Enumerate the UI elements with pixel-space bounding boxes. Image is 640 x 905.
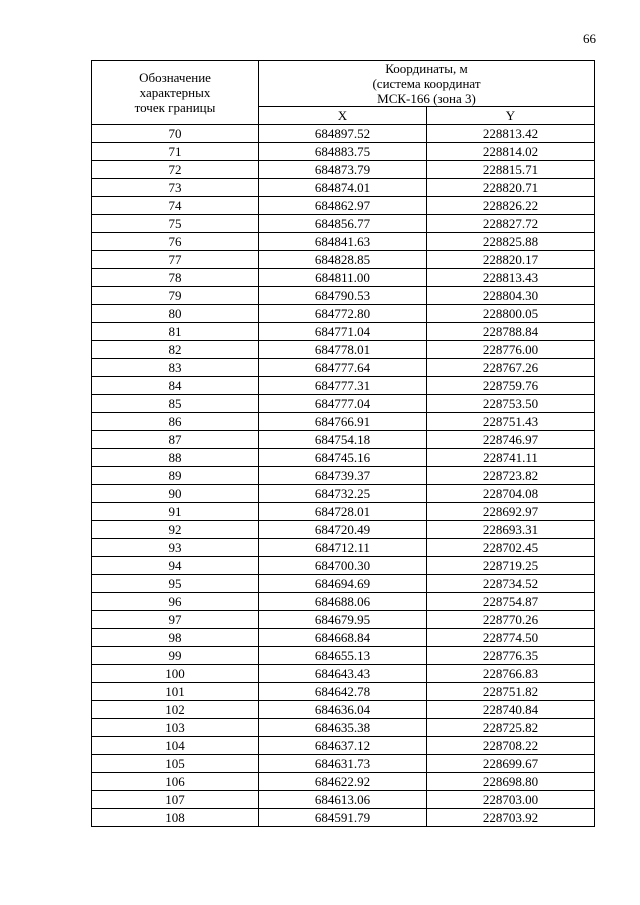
point-number-cell: 91 xyxy=(92,503,259,521)
x-coordinate-cell: 684637.12 xyxy=(259,737,427,755)
point-number-cell: 105 xyxy=(92,755,259,773)
point-number-cell: 74 xyxy=(92,197,259,215)
x-coordinate-cell: 684772.80 xyxy=(259,305,427,323)
point-number-cell: 100 xyxy=(92,665,259,683)
table-row xyxy=(92,575,595,593)
y-coordinate-cell: 228766.83 xyxy=(427,665,595,683)
x-axis-header: X xyxy=(259,107,427,125)
y-coordinate-cell: 228804.30 xyxy=(427,287,595,305)
table-row xyxy=(92,485,595,503)
x-coordinate-cell: 684778.01 xyxy=(259,341,427,359)
table-row xyxy=(92,593,595,611)
y-coordinate-cell: 228776.35 xyxy=(427,647,595,665)
x-coordinate-cell: 684777.04 xyxy=(259,395,427,413)
table-row xyxy=(92,665,595,683)
y-coordinate-cell: 228770.26 xyxy=(427,611,595,629)
point-number-cell: 76 xyxy=(92,233,259,251)
x-coordinate-cell: 684862.97 xyxy=(259,197,427,215)
x-coordinate-cell: 684679.95 xyxy=(259,611,427,629)
table-row xyxy=(92,791,595,809)
y-coordinate-cell: 228740.84 xyxy=(427,701,595,719)
x-coordinate-cell: 684766.91 xyxy=(259,413,427,431)
table-row xyxy=(92,377,595,395)
x-coordinate-cell: 684790.53 xyxy=(259,287,427,305)
x-coordinate-cell: 684631.73 xyxy=(259,755,427,773)
y-coordinate-cell: 228719.25 xyxy=(427,557,595,575)
y-coordinate-cell: 228820.17 xyxy=(427,251,595,269)
point-number-cell: 78 xyxy=(92,269,259,287)
point-number-cell: 101 xyxy=(92,683,259,701)
point-number-cell: 108 xyxy=(92,809,259,827)
y-coordinate-cell: 228800.05 xyxy=(427,305,595,323)
coordinates-table xyxy=(91,60,595,827)
table-row xyxy=(92,449,595,467)
point-number-cell: 70 xyxy=(92,125,259,143)
point-number-cell: 87 xyxy=(92,431,259,449)
point-number-cell: 99 xyxy=(92,647,259,665)
y-coordinate-cell: 228751.43 xyxy=(427,413,595,431)
point-number-cell: 93 xyxy=(92,539,259,557)
point-number-cell: 97 xyxy=(92,611,259,629)
y-coordinate-cell: 228776.00 xyxy=(427,341,595,359)
x-coordinate-cell: 684642.78 xyxy=(259,683,427,701)
table-row xyxy=(92,773,595,791)
x-coordinate-cell: 684668.84 xyxy=(259,629,427,647)
y-coordinate-cell: 228699.67 xyxy=(427,755,595,773)
point-number-cell: 84 xyxy=(92,377,259,395)
table-row xyxy=(92,305,595,323)
table-row xyxy=(92,161,595,179)
point-number-cell: 107 xyxy=(92,791,259,809)
x-coordinate-cell: 684874.01 xyxy=(259,179,427,197)
table-row xyxy=(92,539,595,557)
point-number-cell: 98 xyxy=(92,629,259,647)
table-row xyxy=(92,503,595,521)
header-line: точек границы xyxy=(134,100,216,115)
x-coordinate-cell: 684883.75 xyxy=(259,143,427,161)
table-row xyxy=(92,629,595,647)
x-coordinate-cell: 684841.63 xyxy=(259,233,427,251)
point-number-cell: 88 xyxy=(92,449,259,467)
table-row xyxy=(92,413,595,431)
x-coordinate-cell: 684754.18 xyxy=(259,431,427,449)
coordinates-header xyxy=(259,61,595,107)
header-line: Координаты, м xyxy=(385,61,468,76)
point-number-cell: 80 xyxy=(92,305,259,323)
point-number-cell: 102 xyxy=(92,701,259,719)
x-coordinate-cell: 684732.25 xyxy=(259,485,427,503)
table-row xyxy=(92,215,595,233)
table-row xyxy=(92,701,595,719)
y-coordinate-cell: 228751.82 xyxy=(427,683,595,701)
table-row xyxy=(92,269,595,287)
y-coordinate-cell: 228693.31 xyxy=(427,521,595,539)
x-coordinate-cell: 684688.06 xyxy=(259,593,427,611)
x-coordinate-cell: 684655.13 xyxy=(259,647,427,665)
x-coordinate-cell: 684591.79 xyxy=(259,809,427,827)
point-number-cell: 104 xyxy=(92,737,259,755)
y-coordinate-cell: 228827.72 xyxy=(427,215,595,233)
y-coordinate-cell: 228692.97 xyxy=(427,503,595,521)
x-coordinate-cell: 684856.77 xyxy=(259,215,427,233)
table-row xyxy=(92,683,595,701)
y-coordinate-cell: 228813.42 xyxy=(427,125,595,143)
y-coordinate-cell: 228708.22 xyxy=(427,737,595,755)
point-number-cell: 77 xyxy=(92,251,259,269)
x-coordinate-cell: 684636.04 xyxy=(259,701,427,719)
y-coordinate-cell: 228814.02 xyxy=(427,143,595,161)
y-coordinate-cell: 228820.71 xyxy=(427,179,595,197)
y-coordinate-cell: 228734.52 xyxy=(427,575,595,593)
point-number-cell: 89 xyxy=(92,467,259,485)
table-row xyxy=(92,611,595,629)
point-number-cell: 71 xyxy=(92,143,259,161)
table-row xyxy=(92,323,595,341)
y-coordinate-cell: 228703.00 xyxy=(427,791,595,809)
y-coordinate-cell: 228723.82 xyxy=(427,467,595,485)
y-coordinate-cell: 228754.87 xyxy=(427,593,595,611)
y-coordinate-cell: 228704.08 xyxy=(427,485,595,503)
header-line: Обозначение xyxy=(139,70,211,85)
point-number-cell: 83 xyxy=(92,359,259,377)
table-row xyxy=(92,125,595,143)
x-coordinate-cell: 684873.79 xyxy=(259,161,427,179)
x-coordinate-cell: 684712.11 xyxy=(259,539,427,557)
x-coordinate-cell: 684720.49 xyxy=(259,521,427,539)
x-coordinate-cell: 684622.92 xyxy=(259,773,427,791)
y-coordinate-cell: 228774.50 xyxy=(427,629,595,647)
x-coordinate-cell: 684745.16 xyxy=(259,449,427,467)
x-coordinate-cell: 684771.04 xyxy=(259,323,427,341)
table-row xyxy=(92,197,595,215)
table-row xyxy=(92,359,595,377)
point-number-cell: 72 xyxy=(92,161,259,179)
x-coordinate-cell: 684643.43 xyxy=(259,665,427,683)
point-number-cell: 94 xyxy=(92,557,259,575)
x-coordinate-cell: 684828.85 xyxy=(259,251,427,269)
x-coordinate-cell: 684694.69 xyxy=(259,575,427,593)
y-coordinate-cell: 228759.76 xyxy=(427,377,595,395)
page-number: 66 xyxy=(583,31,596,46)
table-row xyxy=(92,179,595,197)
point-number-cell: 73 xyxy=(92,179,259,197)
x-coordinate-cell: 684777.31 xyxy=(259,377,427,395)
x-coordinate-cell: 684897.52 xyxy=(259,125,427,143)
table-row xyxy=(92,431,595,449)
y-coordinate-cell: 228788.84 xyxy=(427,323,595,341)
header-line: МСК-166 (зона 3) xyxy=(377,91,476,106)
table-row xyxy=(92,251,595,269)
table-row xyxy=(92,341,595,359)
table-row xyxy=(92,647,595,665)
point-designation-header xyxy=(92,61,259,125)
y-coordinate-cell: 228825.88 xyxy=(427,233,595,251)
header-line: (система координат xyxy=(372,76,481,91)
table-row xyxy=(92,737,595,755)
x-coordinate-cell: 684777.64 xyxy=(259,359,427,377)
point-number-cell: 90 xyxy=(92,485,259,503)
y-coordinate-cell: 228703.92 xyxy=(427,809,595,827)
point-number-cell: 75 xyxy=(92,215,259,233)
table-row xyxy=(92,809,595,827)
y-coordinate-cell: 228702.45 xyxy=(427,539,595,557)
y-coordinate-cell: 228815.71 xyxy=(427,161,595,179)
y-coordinate-cell: 228767.26 xyxy=(427,359,595,377)
point-number-cell: 82 xyxy=(92,341,259,359)
point-number-cell: 81 xyxy=(92,323,259,341)
table-row xyxy=(92,143,595,161)
y-coordinate-cell: 228698.80 xyxy=(427,773,595,791)
table-row xyxy=(92,467,595,485)
table-row xyxy=(92,521,595,539)
table-body xyxy=(92,125,595,827)
table-header-row xyxy=(92,61,595,107)
table-row xyxy=(92,395,595,413)
y-coordinate-cell: 228746.97 xyxy=(427,431,595,449)
y-axis-header: Y xyxy=(427,107,595,125)
point-number-cell: 95 xyxy=(92,575,259,593)
point-number-cell: 96 xyxy=(92,593,259,611)
y-coordinate-cell: 228753.50 xyxy=(427,395,595,413)
point-number-cell: 86 xyxy=(92,413,259,431)
table-row xyxy=(92,719,595,737)
table-row xyxy=(92,287,595,305)
header-line: характерных xyxy=(139,85,211,100)
x-coordinate-cell: 684700.30 xyxy=(259,557,427,575)
x-coordinate-cell: 684635.38 xyxy=(259,719,427,737)
table-row xyxy=(92,233,595,251)
point-number-cell: 106 xyxy=(92,773,259,791)
y-coordinate-cell: 228741.11 xyxy=(427,449,595,467)
point-number-cell: 103 xyxy=(92,719,259,737)
y-coordinate-cell: 228826.22 xyxy=(427,197,595,215)
table-row xyxy=(92,755,595,773)
x-coordinate-cell: 684739.37 xyxy=(259,467,427,485)
x-coordinate-cell: 684728.01 xyxy=(259,503,427,521)
point-number-cell: 92 xyxy=(92,521,259,539)
point-number-cell: 79 xyxy=(92,287,259,305)
point-number-cell: 85 xyxy=(92,395,259,413)
x-coordinate-cell: 684613.06 xyxy=(259,791,427,809)
x-coordinate-cell: 684811.00 xyxy=(259,269,427,287)
y-coordinate-cell: 228725.82 xyxy=(427,719,595,737)
table-row xyxy=(92,557,595,575)
y-coordinate-cell: 228813.43 xyxy=(427,269,595,287)
